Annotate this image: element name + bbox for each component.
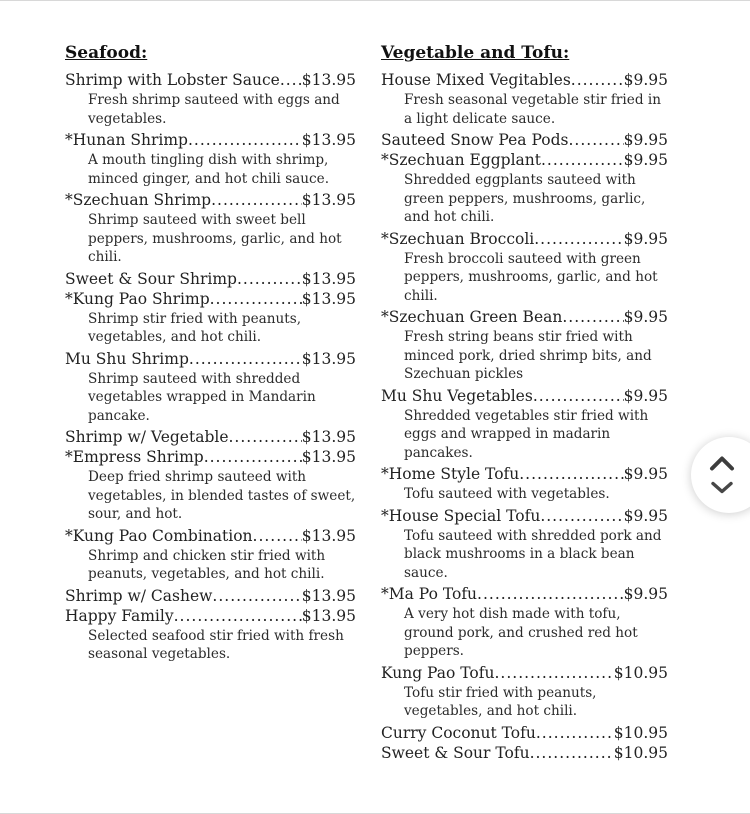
menu-item [65, 190, 356, 210]
dot-leader [280, 70, 302, 90]
dot-leader [540, 506, 623, 526]
scroll-up-button[interactable] [709, 456, 736, 471]
dot-leader [210, 289, 302, 309]
item-price: $10.95 [613, 663, 668, 682]
dot-leader [530, 743, 614, 763]
dot-leader [174, 606, 302, 626]
item-name: *Szechuan Broccoli [381, 229, 535, 248]
menu-item [381, 663, 668, 683]
item-name: Mu Shu Shrimp [65, 349, 189, 368]
item-price: $9.95 [623, 585, 668, 603]
item-price: $13.95 [301, 349, 356, 368]
menu-item [65, 70, 356, 90]
item-name: Sweet & Sour Tofu [381, 743, 530, 762]
dot-leader [494, 663, 613, 683]
menu-item [381, 70, 668, 90]
item-name: Sweet & Sour Shrimp [65, 269, 237, 288]
menu-item [65, 427, 356, 447]
dot-leader [541, 150, 624, 170]
dot-leader [562, 307, 623, 327]
item-price: $13.95 [301, 131, 356, 149]
item-name: *Szechuan Green Bean [381, 308, 563, 326]
item-price: $9.95 [623, 131, 668, 149]
dot-leader [189, 349, 302, 369]
item-price: $9.95 [623, 229, 668, 248]
item-description: Selected seafood stir fried with fresh seasonal vegetables. [88, 627, 344, 662]
item-price: $9.95 [623, 71, 668, 89]
item-description: Shredded vegetables stir fried with eggs and wrapped in madarin pancakes. [404, 407, 649, 461]
dot-leader [533, 386, 624, 406]
menu-item [65, 606, 356, 626]
menu-item [65, 526, 356, 546]
dot-leader [229, 427, 302, 447]
item-price: $13.95 [301, 269, 356, 288]
item-description: Fresh seasonal vegetable stir fried in a light delicate sauce. [404, 92, 661, 127]
item-name: Happy Family [65, 606, 174, 625]
item-price: $13.95 [301, 71, 356, 89]
dot-leader [211, 190, 302, 210]
menu-item [65, 130, 356, 150]
item-name: *Szechuan Shrimp [65, 191, 212, 209]
menu-item [65, 269, 356, 289]
item-price: $10.95 [613, 743, 668, 762]
dot-leader [519, 464, 623, 484]
dot-leader [188, 130, 302, 150]
section-title: Seafood: [65, 43, 148, 63]
dot-leader [536, 723, 614, 743]
item-name: *House Special Tofu [381, 506, 541, 525]
menu-item [381, 307, 668, 327]
chevron-down-icon [710, 481, 734, 494]
item-name: *Kung Pao Shrimp [65, 289, 210, 308]
item-description: A mouth tingling dish with shrimp, minced ginger, and hot chili sauce. [88, 152, 330, 187]
menu-item [381, 506, 668, 526]
dot-leader [568, 130, 623, 150]
dot-leader [253, 526, 302, 546]
item-price: $13.95 [301, 191, 356, 209]
item-price: $13.95 [301, 428, 356, 446]
dot-leader [534, 229, 623, 249]
item-name: Mu Shu Vegetables [381, 386, 533, 405]
menu-item [65, 586, 356, 606]
item-name: *Kung Pao Combination [65, 526, 253, 545]
item-name: House Mixed Vegitables [381, 71, 571, 89]
dot-leader [212, 586, 301, 606]
item-name: Sauteed Snow Pea Pods [381, 131, 569, 149]
chevron-up-icon [709, 456, 735, 471]
menu-item [381, 743, 668, 763]
item-price: $9.95 [623, 386, 668, 405]
item-description: Fresh string beans stir fried with minced pork, dried shrimp bits, and Szechuan pickles [404, 329, 652, 382]
item-price: $9.95 [623, 465, 668, 483]
menu-columns [0, 1, 750, 763]
item-name: *Home Style Tofu [381, 465, 520, 483]
item-name: *Empress Shrimp [65, 448, 204, 466]
item-name: *Szechuan Eggplant [381, 151, 541, 169]
dot-leader [237, 269, 302, 289]
item-description: Shrimp and chicken stir fried with peanuts, vegetables, and hot chili. [88, 547, 326, 582]
item-description: Shrimp sauteed with sweet bell peppers, mushrooms, garlic, and hot chili. [88, 212, 342, 265]
item-name: Curry Coconut Tofu [381, 723, 536, 742]
item-description: Tofu sauteed with vegetables. [404, 486, 610, 502]
item-description: Tofu sauteed with shredded pork and black mushrooms in a black bean sauce. [404, 527, 662, 581]
item-name: *Ma Po Tofu [381, 585, 478, 603]
item-price: $13.95 [301, 448, 356, 466]
item-description: Deep fried shrimp sauteed with vegetables, in blended tastes of sweet, sour, and hot. [88, 469, 356, 522]
item-price: $13.95 [301, 606, 356, 625]
menu-item [381, 584, 668, 604]
menu-item [381, 723, 668, 743]
dot-leader [204, 447, 302, 467]
item-price: $10.95 [613, 723, 668, 742]
menu-item [381, 150, 668, 170]
menu-item [381, 229, 668, 249]
item-description: Fresh shrimp sauteed with eggs and vegetables. [88, 92, 340, 127]
dot-leader [477, 584, 624, 604]
menu-item [65, 349, 356, 369]
menu-item [381, 130, 668, 150]
menu-section [381, 43, 668, 763]
item-name: Kung Pao Tofu [381, 663, 495, 682]
menu-item [381, 386, 668, 406]
item-name: Shrimp w/ Cashew [65, 586, 213, 605]
dot-leader [571, 70, 624, 90]
item-name: *Hunan Shrimp [65, 131, 188, 149]
item-description: Tofu stir fried with peanuts, vegetables, and hot chili. [404, 684, 597, 719]
item-price: $13.95 [301, 586, 356, 605]
menu-item [65, 289, 356, 309]
item-price: $9.95 [623, 506, 668, 525]
menu-section [65, 43, 356, 763]
section-title: Vegetable and Tofu: [381, 43, 570, 63]
menu-item [65, 447, 356, 467]
item-price: $9.95 [623, 308, 668, 326]
item-price: $13.95 [301, 526, 356, 545]
item-price: $9.95 [623, 151, 668, 169]
item-name: Shrimp with Lobster Sauce [65, 71, 280, 89]
scroll-down-button[interactable] [709, 480, 736, 495]
item-description: Fresh broccoli sauteed with green peppers, mushrooms, garlic, and hot chili. [404, 250, 658, 304]
item-description: A very hot dish made with tofu, ground pork, and crushed red hot peppers. [404, 606, 638, 659]
item-price: $13.95 [301, 289, 356, 308]
item-description: Shrimp sauteed with shredded vegetables wrapped in Mandarin pancake. [88, 370, 316, 424]
item-description: Shrimp stir fried with peanuts, vegetables, and hot chili. [88, 310, 302, 345]
item-name: Shrimp w/ Vegetable [65, 428, 229, 446]
item-description: Shredded eggplants sauteed with green peppers, mushrooms, garlic, and hot chili. [404, 172, 646, 225]
menu-item [381, 464, 668, 484]
